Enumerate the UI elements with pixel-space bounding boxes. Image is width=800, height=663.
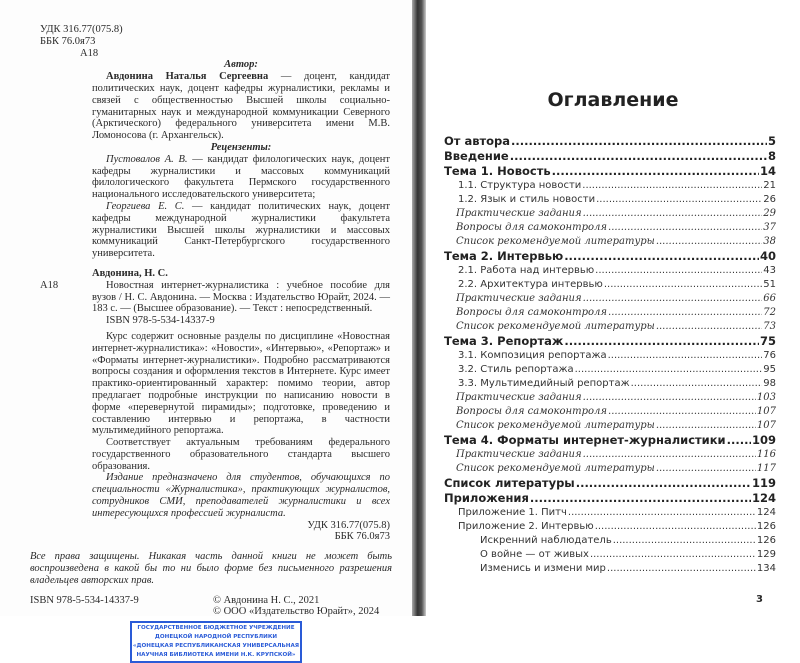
- toc-entry-label: Приложение 2. Интервью: [458, 521, 594, 532]
- author-description: — доцент, кандидат политических наук, доцент кафедры журналистики, рекламы и связей с общественностью Высшей школы социально-гуманитарных наук и международной коммуникации Северного (Арктического) федерального университета имени М.В. Ломоносова (г. Архангельск).: [92, 71, 391, 142]
- toc-entry-label: Вопросы для самоконтроля: [456, 222, 608, 233]
- toc-entry-page: 51: [763, 279, 776, 290]
- toc-leader-dots: [583, 292, 763, 306]
- toc-entry-page: 134: [756, 563, 776, 574]
- toc-entry-page: 129: [756, 549, 776, 560]
- toc-entry-page: 116: [756, 449, 776, 460]
- toc-leader-dots: [656, 320, 762, 334]
- toc-entry-label: Приложения: [444, 491, 529, 505]
- toc-leader-dots: [583, 207, 763, 221]
- toc-entry-page: 124: [756, 507, 776, 518]
- bbk-code: ББК 76.0я73: [40, 35, 96, 47]
- classification-codes: [40, 24, 392, 59]
- toc-entry-label: Практические задания: [456, 449, 582, 460]
- toc-entry-page: 21: [763, 180, 776, 191]
- toc-entry-page: 98: [763, 378, 776, 389]
- toc-entry-label: Список рекомендуемой литературы: [456, 420, 655, 431]
- toc-entry-label: О войне — от живых: [480, 549, 589, 560]
- toc-entry-label: Практические задания: [456, 392, 582, 403]
- reviewer-description: — кандидат филологических наук, доцент кафедры журналистики и массовых коммуникаций филологического факультета Пермского государственного национального исследовательского университета;: [92, 153, 390, 201]
- toc-entry[interactable]: [444, 235, 776, 249]
- annotation: Курс содержит основные разделы по дисциплине «Новостная интернет-журналистика»: «Новости», «Интервью», «Репортаж» и «Форматы интернет-журналистики». Подробно рассматриваются вопросы создания и оформления текстов в Интернете. Курс имеет практико-ориентированный характер: помимо теории, автор предлагает подробные инструкции по написанию новости в форме «перевернутой пирамиды»; подготовке, проведению и составлению интервью и репортажа, в частности мультимедийного репортажа.: [92, 330, 390, 437]
- reviewers-heading: Рецензенты:: [210, 141, 272, 153]
- toc-leader-dots: [656, 419, 756, 433]
- toc-entry-label: Изменись и измени мир: [480, 563, 606, 574]
- toc-entry[interactable]: [444, 506, 776, 520]
- page-title: Оглавление: [547, 89, 679, 111]
- toc-leader-dots: [590, 548, 756, 562]
- toc-entry[interactable]: [444, 164, 776, 179]
- toc-entry[interactable]: [444, 377, 776, 391]
- copyright-author: © Авдонина Н. С., 2021: [213, 594, 320, 606]
- toc-entry[interactable]: [444, 193, 776, 207]
- toc-entry-page: 117: [756, 463, 776, 474]
- toc-leader-dots: [595, 520, 756, 534]
- toc-entry[interactable]: [444, 534, 776, 548]
- toc-entry[interactable]: [444, 292, 776, 306]
- toc-entry[interactable]: [444, 433, 776, 448]
- toc-leader-dots: [583, 448, 756, 462]
- card-sign: А18: [40, 279, 59, 291]
- toc-entry-page: 76: [763, 350, 776, 361]
- toc-entry-label: 3.1. Композиция репортажа: [458, 350, 607, 361]
- right-page: [426, 0, 800, 616]
- toc-entry-label: 1.2. Язык и стиль новости: [458, 194, 596, 205]
- toc-entry[interactable]: [444, 334, 776, 349]
- toc-entry-page: 38: [763, 236, 776, 247]
- toc-entry-page: 95: [763, 364, 776, 375]
- toc-entry[interactable]: [444, 462, 776, 476]
- toc-entry[interactable]: [444, 419, 776, 433]
- toc-entry-page: 107: [756, 420, 776, 431]
- toc-leader-dots: [595, 264, 762, 278]
- toc-entry-page: 109: [751, 433, 776, 447]
- toc-entry-page: 43: [763, 265, 776, 276]
- toc-entry-page: 126: [756, 535, 776, 546]
- toc-entry-label: Тема 1. Новость: [444, 164, 551, 178]
- annotation-block: [92, 331, 390, 543]
- toc-entry-page: 72: [763, 307, 776, 318]
- toc-entry[interactable]: [444, 363, 776, 377]
- toc-entry-label: Список рекомендуемой литературы: [456, 321, 655, 332]
- stamp-line: НАУЧНАЯ БИБЛИОТЕКА ИМЕНИ Н.К. КРУПСКОЙ»: [136, 652, 296, 659]
- toc-leader-dots: [564, 249, 759, 264]
- toc-leader-dots: [582, 179, 762, 193]
- toc-entry-label: Тема 3. Репортаж: [444, 334, 564, 348]
- toc-entry-page: 40: [759, 249, 776, 263]
- toc-leader-dots: [552, 164, 759, 179]
- toc-entry-page: 29: [763, 208, 776, 219]
- toc-entry[interactable]: [444, 134, 776, 149]
- stamp-line: ГОСУДАРСТВЕННОЕ БЮДЖЕТНОЕ УЧРЕЖДЕНИЕ: [137, 625, 295, 632]
- isbn-copyright-line: [30, 595, 392, 619]
- toc-leader-dots: [564, 334, 759, 349]
- page-number: 3: [756, 594, 763, 605]
- udk-code-bottom: УДК 316.77(075.8): [307, 519, 390, 531]
- toc-entry[interactable]: [444, 179, 776, 193]
- stamp-line: «ДОНЕЦКАЯ РЕСПУБЛИКАНСКАЯ УНИВЕРСАЛЬНАЯ: [132, 643, 300, 650]
- author-sign: А18: [80, 47, 99, 59]
- toc-entry-page: 66: [763, 293, 776, 304]
- toc-entry-page: 26: [763, 194, 776, 205]
- rights-notice: Все права защищены. Никакая часть данной книги не может быть воспроизведена в какой бы то ни было форме без письменного разрешения владельцев авторских прав.: [30, 551, 392, 586]
- isbn: ISBN 978-5-534-14337-9: [106, 315, 215, 327]
- toc-leader-dots: [608, 349, 763, 363]
- catalog-card: [30, 280, 392, 327]
- author-block: [92, 59, 390, 260]
- toc-leader-dots: [604, 278, 762, 292]
- udk-code: УДК 316.77(075.8): [40, 24, 123, 35]
- standard-note: Соответствует актуальным требованиям федерального государственного образовательного стандарта высшего образования.: [92, 437, 390, 472]
- toc-entry-label: Искренний наблюдатель: [480, 535, 612, 546]
- toc-entry-page: 124: [751, 491, 776, 505]
- toc-entry-page: 37: [763, 222, 776, 233]
- toc-entry-label: Вопросы для самоконтроля: [456, 307, 608, 318]
- toc-leader-dots: [530, 491, 751, 506]
- toc-entry[interactable]: [444, 278, 776, 292]
- toc-entry-page: 8: [767, 149, 776, 163]
- toc-entry-label: Тема 4. Форматы интернет-журналистики: [444, 433, 726, 447]
- toc-entry-label: Список рекомендуемой литературы: [456, 463, 655, 474]
- library-stamp: [130, 621, 302, 663]
- toc-entry-page: 119: [751, 476, 776, 490]
- toc-leader-dots: [656, 235, 762, 249]
- toc-entry-label: Вопросы для самоконтроля: [456, 406, 608, 417]
- toc-leader-dots: [631, 377, 763, 391]
- toc-entry-label: Практические задания: [456, 293, 582, 304]
- toc-entry[interactable]: [444, 562, 776, 576]
- toc-entry[interactable]: [444, 149, 776, 164]
- toc-entry-label: Приложение 1. Питч: [458, 507, 567, 518]
- toc-entry-page: 107: [756, 406, 776, 417]
- reviewer-name: Пустовалов А. В.: [106, 153, 188, 165]
- toc-entry[interactable]: [444, 405, 776, 419]
- toc-entry-page: 103: [756, 392, 776, 403]
- card-author: Авдонина, Н. С.: [92, 267, 168, 279]
- toc-entry-page: 5: [767, 134, 776, 148]
- bibliographic-description: Новостная интернет-журналистика : учебное пособие для вузов / Н. С. Авдонина. — Москва : Издательство Юрайт, 2024. — 183 с. — (Высшее образование). — Текст : непосредственный.: [92, 279, 390, 315]
- stamp-line: ДОНЕЦКОЙ НАРОДНОЙ РЕСПУБЛИКИ: [154, 634, 278, 641]
- toc-leader-dots: [607, 562, 756, 576]
- toc-entry[interactable]: [444, 249, 776, 264]
- toc-leader-dots: [568, 506, 756, 520]
- toc-leader-dots: [510, 149, 767, 164]
- toc-entry-page: 73: [763, 321, 776, 332]
- toc-entry-page: 75: [759, 334, 776, 348]
- book-gutter: [412, 0, 426, 616]
- toc-entry-label: 3.2. Стиль репортажа: [458, 364, 574, 375]
- toc-entry-label: Введение: [444, 149, 509, 163]
- toc-leader-dots: [575, 363, 763, 377]
- toc-entry[interactable]: [444, 264, 776, 278]
- toc-entry-page: 126: [756, 521, 776, 532]
- toc-leader-dots: [656, 462, 756, 476]
- audience-note: Издание предназначено для студентов, обучающихся по специальности «Журналистика», практикующих журналистов, сотрудников СМИ, преподавателей журналистики и всех интересующихся профессией журналиста.: [92, 472, 390, 519]
- toc-leader-dots: [608, 405, 756, 419]
- toc-entry-label: Тема 2. Интервью: [444, 249, 564, 263]
- toc-entry-label: Список литературы: [444, 476, 575, 490]
- toc-entry-label: 2.2. Архитектура интервью: [458, 279, 603, 290]
- toc-leader-dots: [613, 534, 756, 548]
- reviewer-name: Георгиева Е. С.: [106, 200, 185, 212]
- toc-entry[interactable]: [444, 448, 776, 462]
- toc-leader-dots: [596, 193, 762, 207]
- author-name: Авдонина Наталья Сергеевна: [106, 71, 269, 83]
- toc-entry[interactable]: [444, 548, 776, 562]
- toc-entry[interactable]: [444, 491, 776, 506]
- imprint-content: [30, 24, 392, 663]
- toc-leader-dots: [608, 221, 762, 235]
- toc-entry[interactable]: [444, 306, 776, 320]
- table-of-contents: [444, 134, 776, 576]
- toc-entry[interactable]: [444, 349, 776, 363]
- toc-entry[interactable]: [444, 476, 776, 491]
- toc-entry-label: Практические задания: [456, 208, 582, 219]
- author-heading: Автор:: [224, 59, 258, 71]
- toc-entry[interactable]: [444, 320, 776, 334]
- toc-entry[interactable]: [444, 391, 776, 405]
- toc-entry-label: 1.1. Структура новости: [458, 180, 582, 191]
- toc-leader-dots: [583, 391, 756, 405]
- toc-entry-label: От автора: [444, 134, 511, 148]
- toc-entry[interactable]: [444, 221, 776, 235]
- bbk-code-bottom: ББК 76.0я73: [334, 531, 390, 543]
- reviewer-description: — кандидат политических наук, доцент кафедры международной журналистики факультета журналистики Высшей школы журналистики и массовых коммуникаций Санкт-Петербургского государственного университета.: [92, 200, 391, 260]
- toc-entry[interactable]: [444, 520, 776, 534]
- toc-entry-label: 2.1. Работа над интервью: [458, 265, 595, 276]
- toc-leader-dots: [727, 433, 751, 448]
- toc-entry-label: Список рекомендуемой литературы: [456, 236, 655, 247]
- toc-entry[interactable]: [444, 207, 776, 221]
- copyright-publisher: © ООО «Издательство Юрайт», 2024: [213, 606, 380, 618]
- toc-leader-dots: [576, 476, 751, 491]
- isbn-bottom: ISBN 978-5-534-14337-9: [30, 594, 139, 606]
- toc-leader-dots: [608, 306, 762, 320]
- toc-entry-page: 14: [759, 164, 776, 178]
- toc-leader-dots: [511, 134, 767, 149]
- toc-entry-label: 3.3. Мультимедийный репортаж: [458, 378, 630, 389]
